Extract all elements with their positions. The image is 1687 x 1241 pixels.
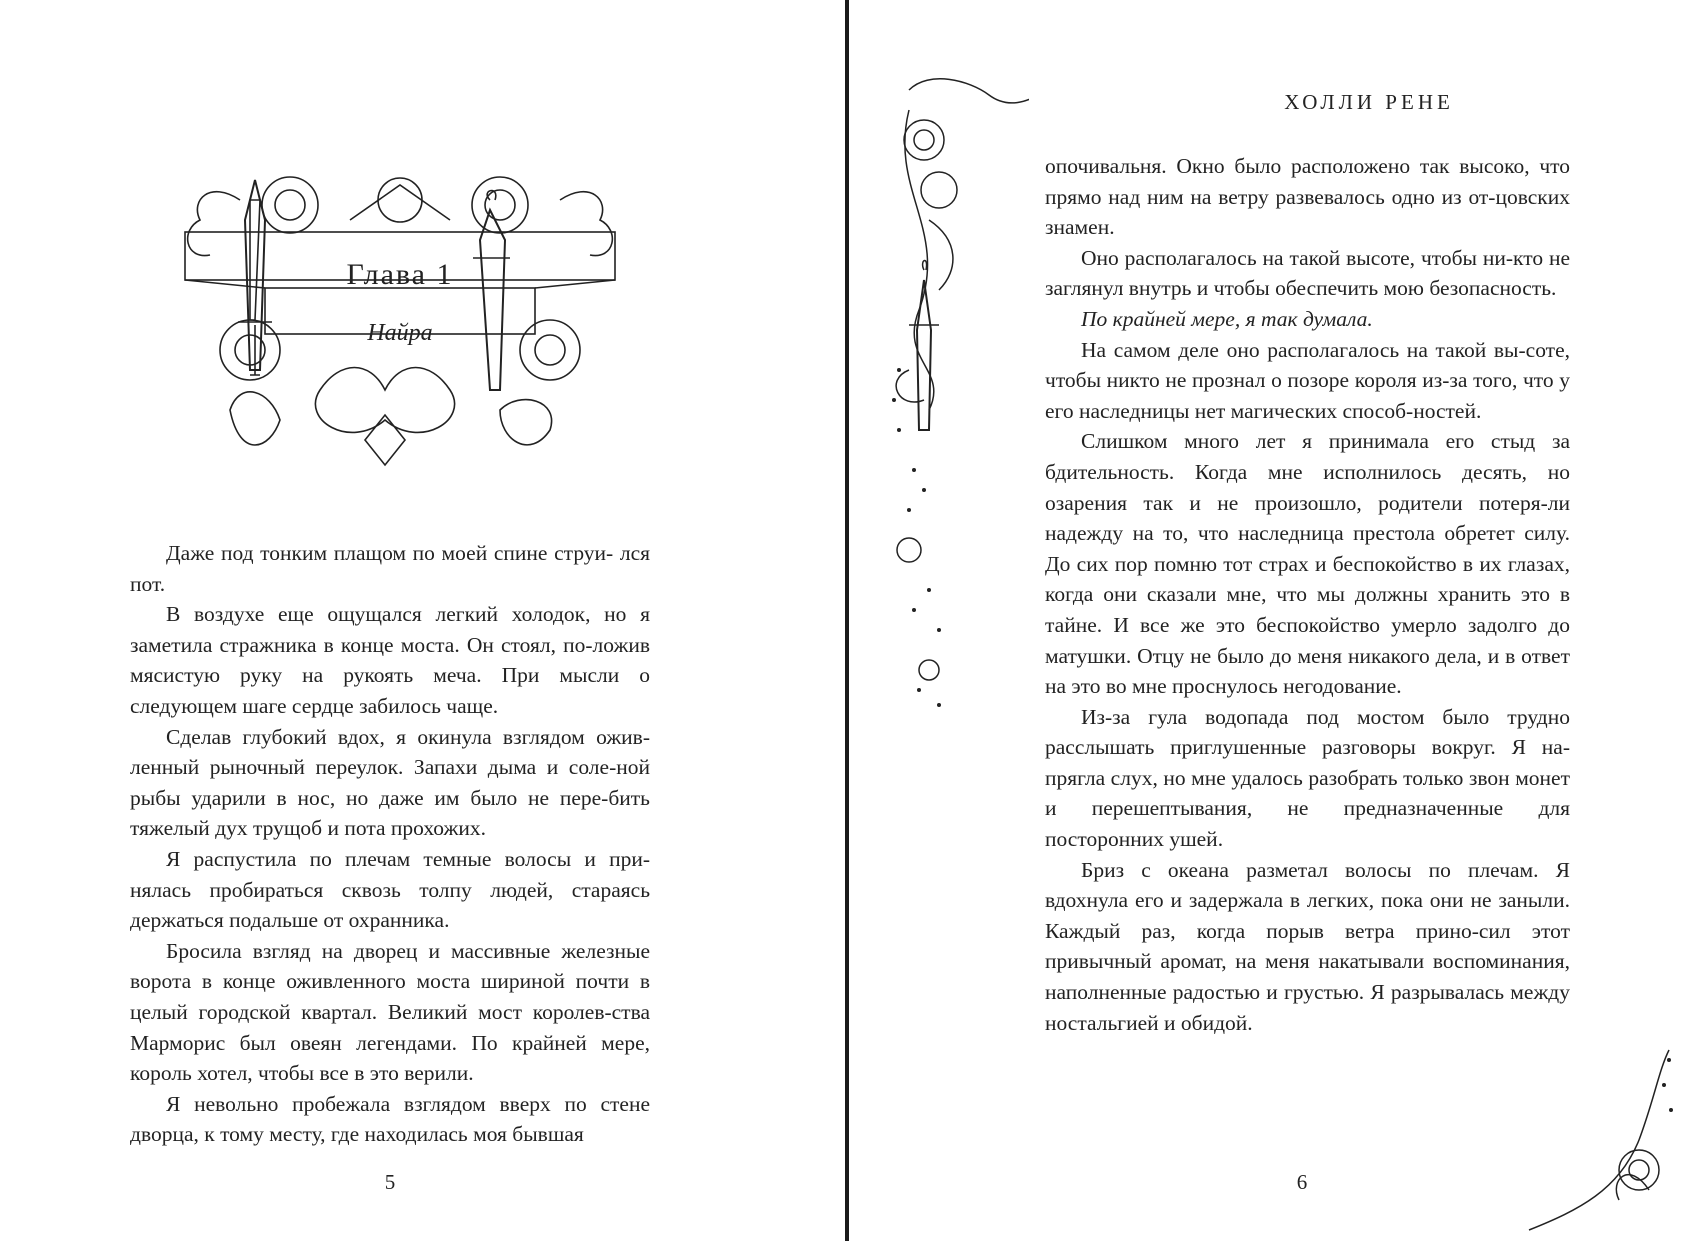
paragraph: Из-за гула водопада под мостом было трудно расслышать приглушенные разговоры вокруг. Я на-прягла слух, но мне удалось разобрать только звон монет и перешептывания, не предназначенные для посторонних ушей. (1045, 704, 1570, 852)
chapter-subtitle: Найра (367, 320, 433, 346)
paragraph: В воздухе еще ощущался легкий холодок, но я заметила стражника в конце моста. Он стоял, по-ложив мясистую руку на рукоять меча. При мысли о следующем шаге сердце забилось чаще. (130, 602, 650, 718)
page-number-left: 5 (384, 1170, 396, 1194)
floral-corner-ornament (1519, 1040, 1679, 1240)
running-head: ХОЛЛИ РЕНЕ (1284, 90, 1454, 114)
right-body-text (1045, 151, 1570, 1038)
left-body-text (130, 538, 650, 1150)
paragraph: опочивальня. Окно было расположено так высоко, что прямо над ним на ветру развевалось одно из от-цовских знамен. (1045, 154, 1570, 240)
chapter-title: Глава 1 (346, 258, 454, 291)
paragraph: Я распустила по плечам темные волосы и при-нялась пробираться сквозь толпу людей, стараясь держаться подальше от охранника. (130, 846, 650, 933)
paragraph: По крайней мере, я так думала. (1081, 306, 1373, 331)
paragraph: Я невольно пробежала взглядом вверх по стене дворца, к тому месту, где находилась моя бывшая (130, 1091, 650, 1147)
paragraph: На самом деле оно располагалось на такой вы-соте, чтобы никто не прознал о позоре короля из-за того, что у его наследницы нет магических способ-ностей. (1045, 337, 1570, 423)
paragraph: Сделав глубокий вдох, я окинула взглядом ожив-ленный рыночный переулок. Запахи дыма и соле-ной рыбы ударили в нос, но даже им было не пере-бить тяжелый дух трущоб и пота прохожих. (130, 724, 650, 841)
page-number-right: 6 (1296, 1170, 1308, 1194)
right-page (849, 0, 1687, 1241)
paragraph: Слишком много лет я принимала его стыд за бдительность. Когда мне исполнилось десять, но озарения так и не произошло, родители потеря-ли надежду на то, что наследница престола обретет силу. До сих пор помню тот страх и беспокойство в их глазах, когда они сказали мне, что мы должны хранить это в тайне. И все же это беспокойство умерло задолго до матушки. Отцу не было до меня никакого дела, и в ответ на это во мне проснулось негодование. (1045, 429, 1570, 699)
paragraph: Бросила взгляд на дворец и массивные железные ворота в конце оживленного моста шириной почти в целый городской квартал. Великий мост королев-ства Марморис был овеян легендами. По крайней мере, король хотел, чтобы все в это верили. (130, 938, 650, 1086)
paragraph: Бриз с океана разметал волосы по плечам. Я вдохнула его и задержала в легких, пока они не заныли. Каждый раз, когда порыв ветра прино-сил этот привычный аромат, на меня накатывали воспоминания, наполненные радостью и грустью. Я разрывалась между ностальгией и обидой. (1045, 857, 1570, 1035)
floral-vine-dagger-ornament (869, 70, 1029, 710)
paragraph: Оно располагалось на такой высоте, чтобы ни-кто не заглянул внутрь и чтобы обеспечить мою безопасность. (1045, 245, 1570, 301)
paragraph: Даже под тонким плащом по моей спине струи- лся пот. (130, 541, 650, 596)
